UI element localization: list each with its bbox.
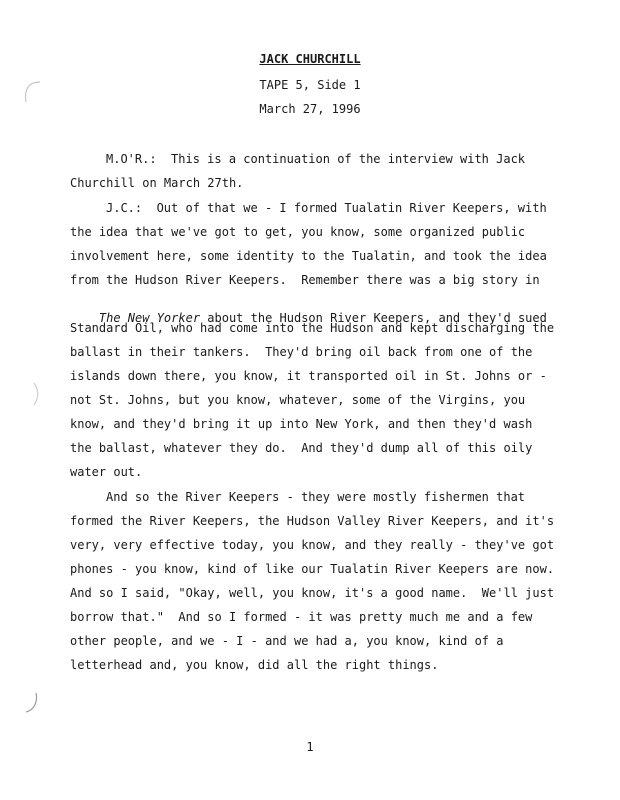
text-line: M.O'R.: This is a continuation of the interview with Jack [106,152,526,166]
text-line: formed the River Keepers, the Hudson Valley River Keepers, and it's [70,514,555,528]
text-line: borrow that." And so I formed - it was pretty much me and a few [70,610,533,624]
publication-title: The New Yorker [98,311,201,325]
tape-label: TAPE 5, Side 1 [259,78,361,92]
page-number: 1 [306,740,314,754]
punch-hole-mark-middle [30,380,42,408]
text-line: the idea that we've got to get, you know, some organized public [70,225,526,239]
text-line: involvement here, some identity to the Tualatin, and took the idea [70,249,547,263]
text-line: very, very effective today, you know, and they really - they've got [70,538,555,552]
text-line: not St. Johns, but you know, whatever, some of the Virgins, you [70,393,526,407]
text-line: the ballast, whatever they do. And they'd dump all of this oily [70,441,533,455]
interviewee-name-heading: JACK CHURCHILL [259,52,361,66]
text-line: ballast in their tankers. They'd bring oil back from one of the [70,345,533,359]
punch-hole-mark-bottom [22,690,42,716]
text-line: from the Hudson River Keepers. Remember there was a big story in [70,273,540,287]
text-line: know, and they'd bring it up into New York, and then they'd wash [70,417,533,431]
interview-date: March 27, 1996 [259,102,361,116]
text-line: Churchill on March 27th. [70,176,244,190]
text-line: water out. [70,465,143,479]
text-line: Standard Oil, who had come into the Hudson and kept discharging the [70,321,555,335]
text-span: about the Hudson River Keepers, and they'd sued [200,311,547,325]
text-line: phones - you know, kind of like our Tualatin River Keepers are now. [70,562,555,576]
text-line: islands down there, you know, it transported oil in St. Johns or - [70,369,547,383]
text-line: And so the River Keepers - they were mostly fishermen that [106,490,526,504]
text-line: letterhead and, you know, did all the right things. [70,658,439,672]
text-line: J.C.: Out of that we - I formed Tualatin River Keepers, with [106,201,547,215]
text-line: And so I said, "Okay, well, you know, it's a good name. We'll just [70,586,555,600]
text-line: other people, and we - I - and we had a, you know, kind of a [70,634,504,648]
